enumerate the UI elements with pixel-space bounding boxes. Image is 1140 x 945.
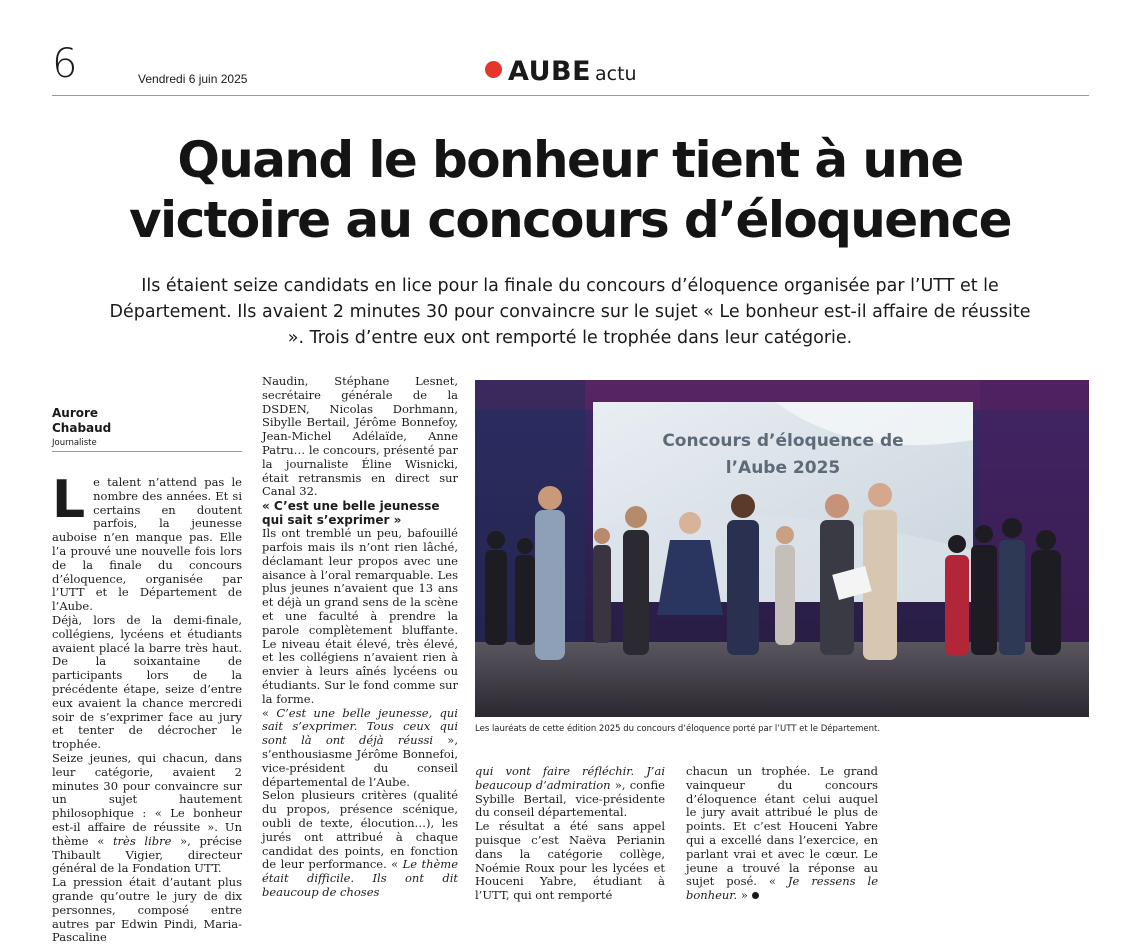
headline-line-1: Quand le bonheur tient à une	[177, 131, 963, 189]
byline-role: Journaliste	[52, 438, 97, 448]
page-number: 6	[52, 41, 78, 87]
article-column-4	[686, 765, 878, 903]
section-sub: actu	[595, 63, 637, 85]
red-dot-icon	[485, 61, 502, 78]
article-subhead: « C’est une belle jeunesse qui sait s’exprimer »	[262, 499, 440, 528]
photo-caption: Les lauréats de cette édition 2025 du concours d’éloquence porté par l’UTT et le Département.	[475, 724, 881, 734]
byline-name	[52, 406, 111, 436]
article-paragraph: Selon plusieurs critères (qualité du propos, présence scénique, oubli de texte, élocution…), les jurés ont attribué à chaque candidat des points, en fonction de leur performance. « Le thème était difficile. Ils ont dit beaucoup de choses	[262, 788, 458, 899]
issue-date: Vendredi 6 juin 2025	[138, 72, 248, 86]
header-divider	[52, 95, 1089, 96]
article-paragraph-continued: Naudin, Stéphane Lesnet, secrétaire générale de la DSDEN, Nicolas Dorhmann, Sibylle Bertail, Jérôme Bonnefoy, Jean-Michel Adélaïde, Anne Patru… le concours, présenté par la journaliste Éline Wisnicki, était retransmis en direct sur Canal 32.	[262, 374, 458, 499]
headline	[40, 130, 1100, 250]
article-paragraph: Seize jeunes, qui chacun, dans leur catégorie, avaient 2 minutes 30 pour convaincre sur un sujet hautement philosophique : « Le bonheur est-il affaire de réussite ». Un thème « très libre », précise Thibault Vigier, directeur général de la Fondation UTT.	[52, 750, 242, 876]
standfirst: Ils étaient seize candidats en lice pour la finale du concours d’éloquence organisée par l’UTT et le Département. Ils avaient 2 minutes 30 pour convaincre sur le sujet « Le bonheur est-il affaire de réussite ». Trois d’entre eux ont remporté le trophée dans leur catégorie.	[109, 276, 1031, 348]
article-paragraph: « C’est une belle jeunesse, qui sait s’exprimer. Tous ceux qui sont là ont déjà réussi », s’enthousiasme Jérôme Bonnefoi, vice-président du conseil départemental de l’Aube.	[262, 705, 458, 789]
article-paragraph: Ils ont tremblé un peu, bafouillé parfois mais ils n’ont rien lâché, déclamant leur propos avec une aisance à l’oral remarquable. Les plus jeunes n’avaient que 13 ans et déjà un grand sens de la scène et une faculté à prendre la parole complètement bluffante. Le niveau était élevé, très élevé, et les collégiens n’avaient rien à envier à leurs aînés lycéens ou étudiants. Sur le fond comme sur la forme.	[262, 526, 458, 706]
byline-last-name: Chabaud	[52, 421, 112, 435]
article-column-3	[475, 765, 665, 903]
article-paragraph-flow: La pression était d’autant plus grande qu’outre le jury de dix personnes, composé entre autres par Edwin Pindi, Maria-Pascaline	[52, 875, 242, 945]
article-paragraph-flow: Le résultat a été sans appel puisque c’est Naëva Perianin dans la catégorie collège, Noémie Roux pour les lycées et Houceni Yabre, étudiant à l’UTT, qui ont remporté	[475, 819, 665, 903]
screen-title-line-2: l’Aube 2025	[725, 458, 841, 478]
article-paragraph: Le talent n’attend pas le nombre des années. Et si certains en doutent parfois, la jeunesse auboise n’en manque pas. Elle l’a prouvé une nouvelle fois lors de la finale du concours d’éloquence, organisée par l’UTT et le Département de l’Aube.	[52, 470, 242, 614]
article-paragraph-continued: qui vont faire réfléchir. J’ai beaucoup d’admiration », confie Sybille Bertail, vice-présidente du conseil départemental.	[475, 764, 665, 820]
dropcap: L	[52, 470, 86, 530]
article-photo	[475, 380, 1089, 717]
screen-title-line-1: Concours d’éloquence de	[662, 431, 904, 451]
byline-divider	[52, 451, 242, 452]
article-paragraph: Déjà, lors de la demi-finale, collégiens, lycéens et étudiants avaient placé la barre très haut. De la soixantaine de participants lors de la précédente étape, seize d’entre eux avaient la chance mercredi soir de s’exprimer face au jury et tenter de décrocher le trophée.	[52, 612, 242, 752]
section-name: AUBE	[508, 56, 592, 87]
headline-line-2: victoire au concours d’éloquence	[129, 191, 1011, 249]
end-of-article-dot-icon	[752, 892, 759, 899]
article-column-1	[52, 470, 242, 945]
ceremony-photo-illustration	[475, 380, 1089, 717]
byline-first-name: Aurore	[52, 406, 99, 420]
article-paragraph-continued: chacun un trophée. Le grand vainqueur du concours d’éloquence étant celui auquel le jury avait attribué le plus de points. Et c’est Houceni Yabre qui a excellé dans l’exercice, en parlant vrai et avec le cœur. Le jeune a trouvé la réponse au sujet posé. « Je ressens le bonheur. »	[686, 764, 878, 903]
article-column-2	[262, 375, 458, 900]
section-label	[485, 56, 637, 87]
